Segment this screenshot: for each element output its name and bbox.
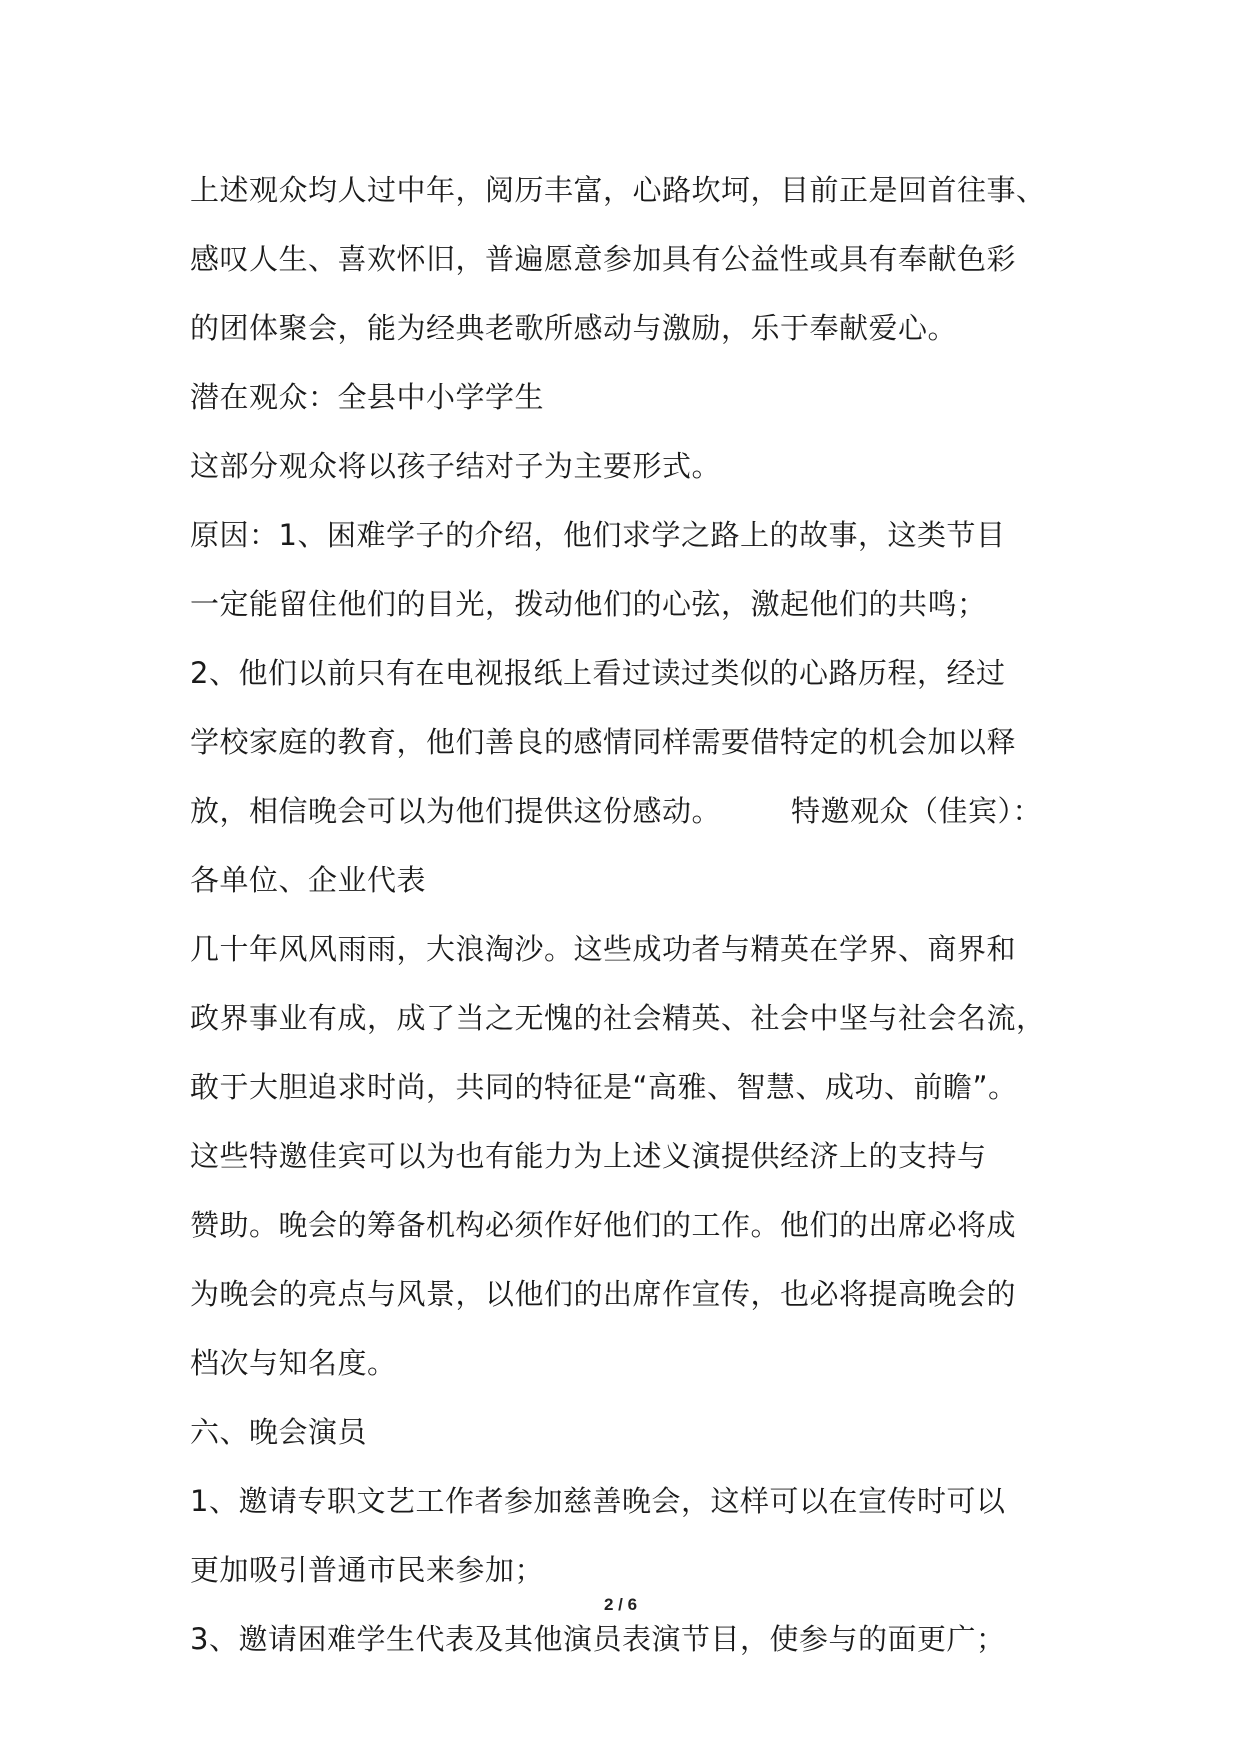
text-line: 上述观众均人过中年，阅历丰富，心路坎坷，目前正是回首往事、 [190, 173, 1046, 207]
text-fragment: 放，相信晚会可以为他们提供这份感动。 [190, 794, 722, 828]
text-line: 档次与知名度。 [190, 1346, 397, 1380]
text-line: 几十年风风雨雨，大浪淘沙。这些成功者与精英在学界、商界和 [190, 932, 1017, 966]
text-line: 1、邀请专职文艺工作者参加慈善晚会，这样可以在宣传时可以 [190, 1484, 1006, 1518]
text-line: 这部分观众将以孩子结对子为主要形式。 [190, 449, 722, 483]
text-line: 各单位、企业代表 [190, 863, 427, 897]
section-heading-special-guests: 特邀观众（佳宾）： [791, 794, 1043, 828]
text-line: 的团体聚会，能为经典老歌所感动与激励，乐于奉献爱心。 [190, 311, 958, 345]
text-line [190, 777, 1090, 846]
text-line: 原因：1、困难学子的介绍，他们求学之路上的故事，这类节目 [190, 518, 1006, 552]
text-line: 一定能留住他们的目光，拨动他们的心弦，激起他们的共鸣； [190, 587, 987, 621]
text-line: 更加吸引普通市民来参加； [190, 1553, 545, 1587]
text-line: 赞助。晚会的筹备机构必须作好他们的工作。他们的出席必将成 [190, 1208, 1017, 1242]
section-heading-performers: 六、晚会演员 [190, 1415, 368, 1449]
text-line: 感叹人生、喜欢怀旧，普遍愿意参加具有公益性或具有奉献色彩 [190, 242, 1017, 276]
text-line: 政界事业有成，成了当之无愧的社会精英、社会中坚与社会名流， [190, 1001, 1046, 1035]
text-line: 3、邀请困难学生代表及其他演员表演节目，使参与的面更广； [190, 1622, 1006, 1656]
document-body [190, 156, 1090, 1674]
text-line: 2、他们以前只有在电视报纸上看过读过类似的心路历程，经过 [190, 656, 1006, 690]
page-number: 2 / 6 [603, 1595, 638, 1614]
text-line: 为晚会的亮点与风景，以他们的出席作宣传，也必将提高晚会的 [190, 1277, 1017, 1311]
text-line: 敢于大胆追求时尚，共同的特征是“高雅、智慧、成功、前瞻”。 [190, 1070, 1018, 1104]
section-heading-potential-audience: 潜在观众：全县中小学学生 [190, 380, 545, 414]
text-line: 学校家庭的教育，他们善良的感情同样需要借特定的机会加以释 [190, 725, 1017, 759]
text-line: 这些特邀佳宾可以为也有能力为上述义演提供经济上的支持与 [190, 1139, 987, 1173]
